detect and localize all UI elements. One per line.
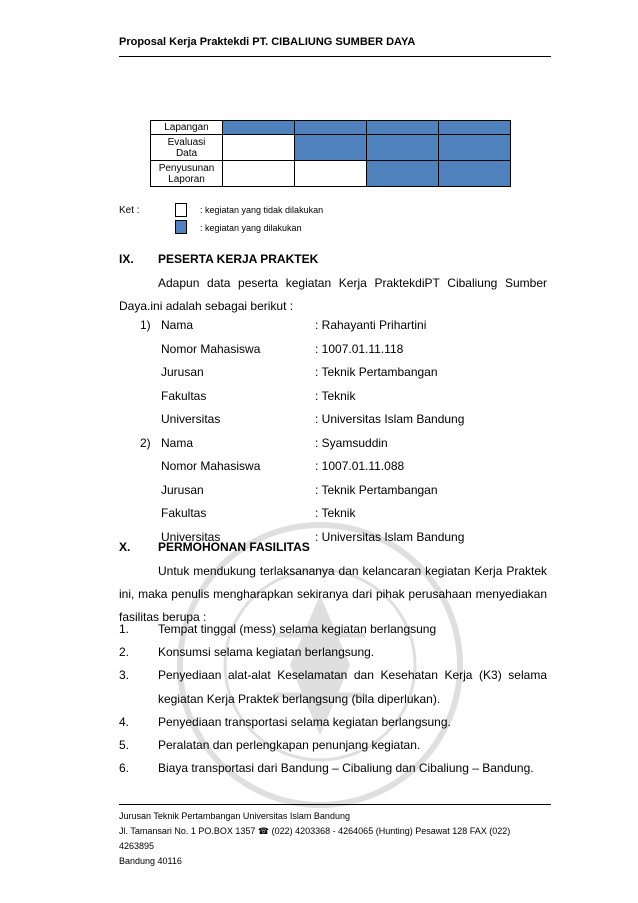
facility-item-text: Peralatan dan perlengkapan penunjang kegiatan.	[158, 738, 421, 752]
schedule-label-line: Evaluasi	[167, 136, 206, 148]
participant-field-value: : 1007.01.11.118	[315, 341, 404, 356]
participant-field-value: : Universitas Islam Bandung	[315, 529, 465, 544]
participant-field-label: Nama	[161, 318, 194, 332]
participant-number: 1)	[140, 318, 151, 332]
facility-item-number: 2.	[119, 645, 130, 660]
participant-number: 2)	[140, 435, 151, 450]
schedule-label-line: Data	[175, 147, 198, 159]
facility-item-number: 6.	[119, 761, 130, 776]
participant-field-label: Nomor Mahasiswa	[161, 341, 261, 356]
schedule-row	[151, 121, 511, 135]
schedule-row-label	[151, 135, 223, 161]
section9-number: IX.	[119, 252, 134, 266]
section10-title: PERMOHONAN FASILITAS	[158, 540, 310, 554]
schedule-cell-empty	[223, 161, 295, 187]
section10-intro-line3: fasilitas berupa :	[119, 610, 207, 624]
participant-field-value: : Rahayanti Prihartini	[315, 318, 427, 332]
schedule-table	[150, 120, 511, 187]
schedule-label-line: Penyusunan	[158, 162, 215, 174]
facility-item-number: 3.	[119, 668, 130, 683]
schedule-row	[151, 161, 511, 187]
section9-intro-line1: Adapun data peserta kegiatan Kerja PraktekdiPT Cibaliung Sumber	[158, 276, 547, 290]
participant-field-label: Jurusan	[161, 365, 204, 379]
section9-intro-line2: Daya.ini adalah sebagai berikut :	[119, 299, 294, 313]
legend-ket-label: Ket :	[119, 205, 140, 216]
participant-field-value: : 1007.01.11.088	[315, 459, 405, 473]
page-header-title: Proposal Kerja Praktekdi PT. CIBALIUNG SUMBER DAYA	[119, 36, 416, 48]
header-divider	[119, 56, 551, 57]
schedule-cell-active	[295, 135, 367, 161]
schedule-cell-active	[439, 161, 511, 187]
footer-line4: Bandung 40116	[119, 856, 182, 866]
participant-field-label: Fakultas	[161, 388, 207, 403]
schedule-row	[151, 135, 511, 161]
facility-item-number: 4.	[119, 714, 130, 729]
facility-item-text: Konsumsi selama kegiatan berlangsung.	[158, 645, 375, 660]
legend-empty-box	[175, 203, 187, 217]
page-footer	[119, 809, 559, 869]
participant-field-value: : Teknik Pertambangan	[315, 365, 438, 379]
legend-filled-desc: : kegiatan yang dilakukan	[200, 223, 302, 233]
schedule-cell-active	[367, 121, 439, 135]
schedule-cell-active	[367, 135, 439, 161]
footer-line1: Jurusan Teknik Pertambangan Universitas Islam Bandung	[119, 811, 350, 821]
footer-line2: Jl. Tamansari No. 1 PO.BOX 1357 ☎ (022) 4203368 - 4264065 (Hunting) Pesawat 128 FAX (022)	[119, 826, 511, 836]
schedule-cell-empty	[295, 161, 367, 187]
schedule-cell-active	[223, 121, 295, 135]
facility-item-text: Biaya transportasi dari Bandung – Cibaliung dan Cibaliung – Bandung.	[158, 761, 534, 776]
facility-item-text: Penyediaan alat-alat Keselamatan dan Kesehatan Kerja (K3) selama	[158, 668, 547, 683]
facility-item-text: Tempat tinggal (mess) selama kegiatan berlangsung	[158, 622, 437, 636]
schedule-cell-active	[439, 135, 511, 161]
participant-field-label: Nama	[161, 435, 194, 450]
schedule-cell-empty	[223, 135, 295, 161]
facility-item-text: Penyediaan transportasi selama kegiatan berlangsung.	[158, 714, 451, 729]
footer-line3: 4263895	[119, 841, 155, 851]
participant-field-value: : Teknik	[315, 388, 356, 403]
schedule-label-line: Laporan	[168, 173, 205, 185]
legend-filled-box	[175, 220, 187, 234]
schedule-cell-active	[367, 161, 439, 187]
participant-field-label: Jurusan	[161, 482, 204, 497]
participant-field-label: Universitas	[161, 529, 221, 544]
participant-field-label: Universitas	[161, 412, 221, 426]
section9-title: PESERTA KERJA PRAKTEK	[158, 252, 319, 266]
participant-field-label: Nomor Mahasiswa	[161, 459, 261, 473]
participant-field-value: : Teknik Pertambangan	[315, 482, 438, 497]
legend-empty-desc: : kegiatan yang tidak dilakukan	[200, 205, 324, 215]
facility-item-number: 1.	[119, 622, 130, 636]
section10-intro-line1: Untuk mendukung terlaksananya dan kelancaran kegiatan Kerja Praktek	[158, 564, 547, 578]
footer-divider	[119, 804, 551, 805]
facility-item-number: 5.	[119, 738, 130, 752]
facility-item-text: kegiatan Kerja Praktek berlangsung (bila diperlukan).	[158, 691, 441, 706]
participant-field-value: : Syamsuddin	[315, 435, 388, 450]
schedule-row-label	[151, 121, 223, 135]
schedule-row-label	[151, 161, 223, 187]
section10-intro-line2: ini, maka penulis mengharapkan sekiranya dari pihak perusahaan menyediakan	[119, 587, 547, 601]
schedule-cell-active	[439, 121, 511, 135]
participant-field-value: : Universitas Islam Bandung	[315, 412, 465, 426]
schedule-label-line: Lapangan	[164, 122, 209, 133]
participant-field-value: : Teknik	[315, 506, 356, 520]
participant-field-label: Fakultas	[161, 506, 207, 520]
section10-number: X.	[119, 540, 131, 554]
schedule-cell-active	[295, 121, 367, 135]
